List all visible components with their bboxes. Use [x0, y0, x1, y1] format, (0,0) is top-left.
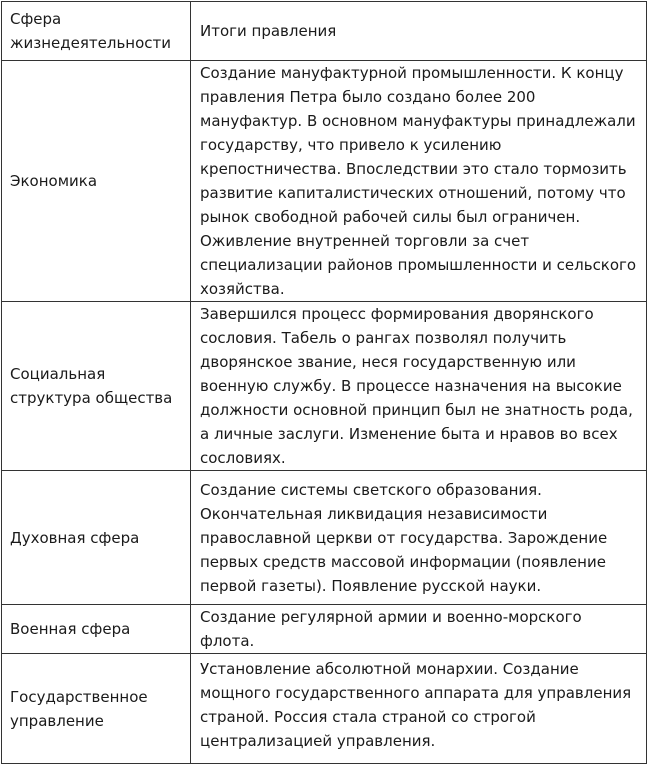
results-cell: Создание системы светского образования. Окончательная ликвидация независимости православной церкви от государства. Зарождение первых средств массовой информации (появление первой газеты). Появление русской науки. — [191, 471, 647, 605]
table-row — [2, 302, 647, 471]
results-cell: Завершился процесс формирования дворянского сословия. Табель о рангах позволял получить дворянское звание, неся государственную или военную службу. В процессе назначения на высокие должности основной принцип был не знатность рода, а личные заслуги. Изменение быта и нравов во всех сословиях. — [191, 302, 647, 471]
table-header-row — [2, 2, 647, 61]
results-cell: Создание регулярной армии и военно-морского флота. — [191, 605, 647, 654]
table-row — [2, 654, 647, 764]
sphere-cell: Социальная структура общества — [2, 302, 191, 471]
sphere-cell: Военная сфера — [2, 605, 191, 654]
table-row — [2, 61, 647, 302]
reign-results-table — [1, 1, 647, 764]
sphere-cell: Экономика — [2, 61, 191, 302]
table-row — [2, 605, 647, 654]
sphere-cell: Государственное управление — [2, 654, 191, 764]
results-cell: Создание мануфактурной промышленности. К концу правления Петра было создано более 200 мануфактур. В основном мануфактуры принадлежали государству, что привело к усилению крепостничества. Впоследствии это стало тормозить развитие капиталистических отношений, потому что рынок свободной рабочей силы был ограничен. Оживление внутренней торговли за счет специализации районов промышленности и сельского хозяйства. — [191, 61, 647, 302]
header-sphere: Сфера жизнедеятельности — [2, 2, 191, 61]
sphere-cell: Духовная сфера — [2, 471, 191, 605]
results-cell: Установление абсолютной монархии. Создание мощного государственного аппарата для управления страной. Россия стала страной со строгой централизацией управления. — [191, 654, 647, 764]
header-results: Итоги правления — [191, 2, 647, 61]
table-row — [2, 471, 647, 605]
